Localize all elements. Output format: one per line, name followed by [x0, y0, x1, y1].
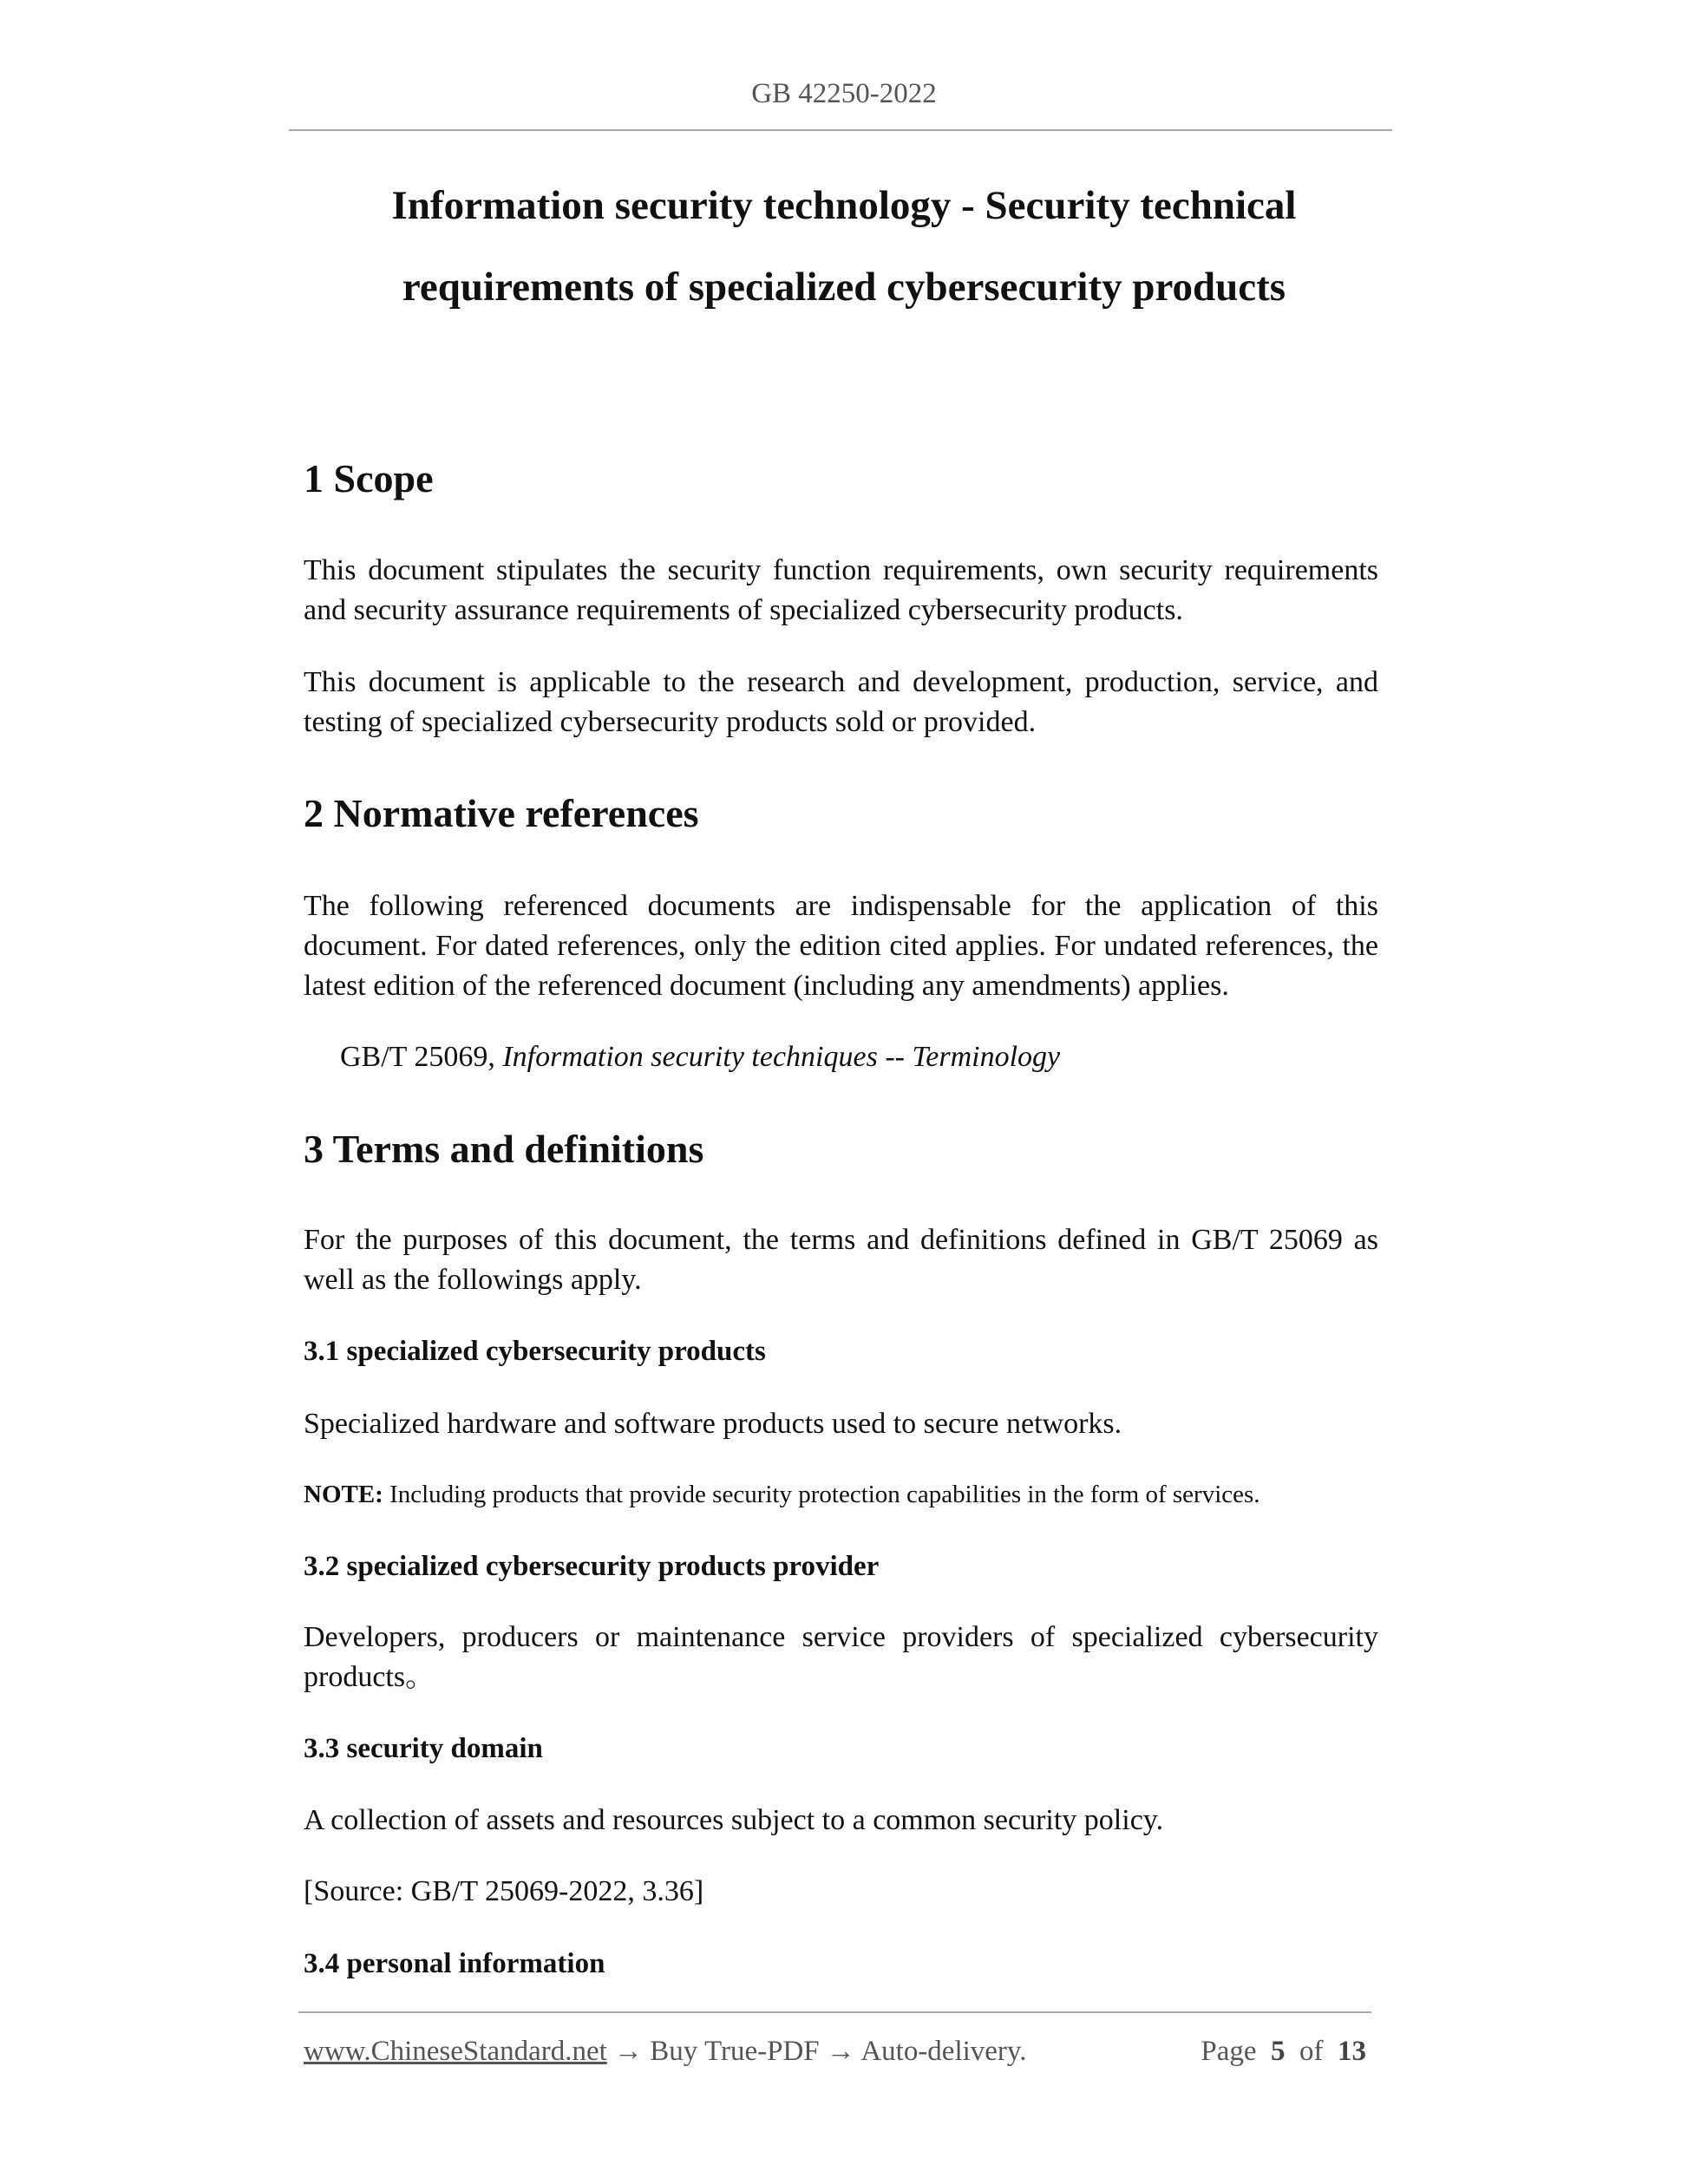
section-heading-scope: 1 Scope [304, 456, 434, 500]
header-divider [289, 129, 1392, 131]
term-3-3-definition: A collection of assets and resources subject to a common security policy. [304, 1804, 1164, 1836]
reference-title: Information security techniques -- Terminology [502, 1041, 1061, 1073]
reference-code: GB/T 25069, [340, 1041, 503, 1073]
term-3-3-source: [Source: GB/T 25069-2022, 3.36] [304, 1875, 704, 1907]
title-line-1: Information security technology - Security technical [391, 183, 1297, 228]
term-3-1-heading: 3.1 specialized cybersecurity products [304, 1336, 766, 1367]
scope-paragraph-2: This document is applicable to the research and development, production, service, and testing of specialized cybersecurity products sold or provided. [304, 666, 1378, 738]
note-text: Including products that provide security protection capabilities in the form of services. [383, 1481, 1260, 1508]
page-label: Page [1201, 2036, 1257, 2067]
scope-paragraph-1: This document stipulates the security function requirements, own security requirements and security assurance requirements of specialized cybersecurity products. [304, 554, 1378, 626]
section-heading-terms: 3 Terms and definitions [304, 1127, 704, 1171]
reference-item [340, 1037, 1060, 1077]
term-3-2-heading: 3.2 specialized cybersecurity products provider [304, 1551, 880, 1582]
footer-divider [298, 2011, 1371, 2013]
page-indicator [1201, 2034, 1366, 2069]
section-heading-normative-references: 2 Normative references [304, 791, 699, 835]
term-3-1-definition: Specialized hardware and software products used to secure networks. [304, 1408, 1122, 1440]
terms-paragraph: For the purposes of this document, the terms and definitions defined in GB/T 25069 as well as the followings apply. [304, 1224, 1378, 1296]
term-3-3-heading: 3.3 security domain [304, 1733, 543, 1764]
normative-references-paragraph: The following referenced documents are indispensable for the application of this document. For dated references, only the edition cited applies. For undated references, the latest edition of the referenced document (including any amendments) applies. [304, 890, 1378, 1002]
page-total: 13 [1338, 2036, 1366, 2067]
page-number: 5 [1271, 2036, 1286, 2067]
term-3-1-note [304, 1477, 1260, 1512]
of-label: of [1299, 2036, 1324, 2067]
document-title [0, 165, 1688, 328]
footer-promo [304, 2034, 1027, 2069]
website-link[interactable]: www.ChineseStandard.net [304, 2036, 607, 2067]
arrow-icon: → [819, 2036, 861, 2067]
arrow-icon: → [606, 2036, 651, 2067]
title-line-2: requirements of specialized cybersecurity products [402, 265, 1286, 310]
delivery-text: Auto-delivery. [860, 2036, 1027, 2067]
term-3-2-definition: Developers, producers or maintenance service providers of specialized cybersecurity products。 [304, 1621, 1378, 1693]
note-label: NOTE: [304, 1481, 383, 1508]
term-3-4-heading: 3.4 personal information [304, 1948, 605, 1979]
running-header: GB 42250-2022 [751, 78, 937, 109]
buy-text: Buy True-PDF [650, 2036, 820, 2067]
